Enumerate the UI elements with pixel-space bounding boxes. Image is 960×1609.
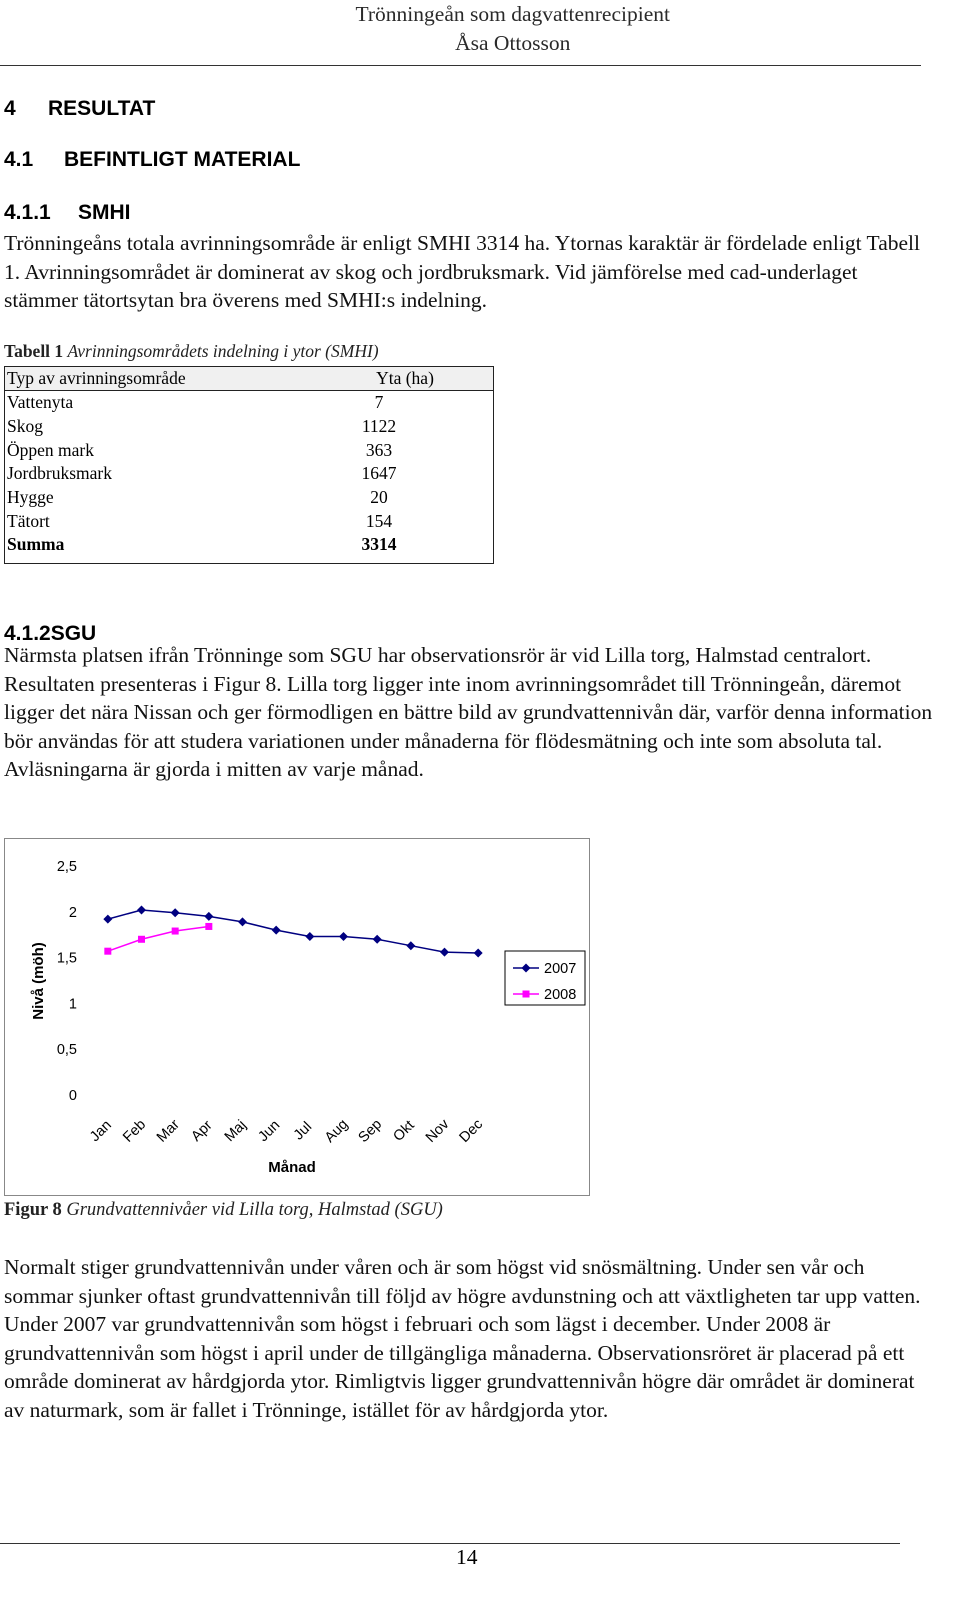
section-title: RESULTAT	[48, 97, 156, 120]
row-area: 363	[365, 439, 393, 460]
table-row	[5, 509, 494, 533]
data-point-2008	[138, 936, 145, 943]
y-tick-label: 1,5	[56, 950, 77, 967]
section-heading	[4, 97, 155, 121]
data-point-2008	[104, 948, 111, 955]
x-tick-label: Jul	[290, 1118, 316, 1144]
header-area: Yta (ha)	[317, 367, 494, 391]
x-tick-label: Jan	[87, 1117, 115, 1146]
row-type: Tätort	[7, 510, 50, 531]
x-tick-label: Mar	[153, 1116, 183, 1146]
sgu-number: 4.1.2	[4, 622, 51, 645]
subsection-number: 4.1	[4, 148, 34, 171]
subsection-heading	[4, 148, 300, 172]
data-point-2007	[238, 917, 247, 926]
header-type: Typ av avrinningsområde	[5, 367, 318, 391]
document-title: Trönningeån som dagvattenrecipient	[355, 2, 670, 26]
sgu-title: SGU	[50, 622, 97, 645]
x-tick-label: Nov	[422, 1116, 453, 1146]
smhi-number: 4.1.1	[4, 201, 51, 224]
y-tick-label: 0,5	[56, 1042, 77, 1059]
series-line-2008	[108, 926, 209, 951]
data-point-2007	[339, 932, 348, 941]
table-row	[5, 391, 494, 415]
figure-caption-label: Figur 8	[4, 1200, 62, 1220]
y-axis-title: Nivå (möh)	[30, 942, 47, 1020]
legend-label-2008: 2008	[544, 987, 577, 1003]
series-line-2007	[108, 910, 478, 953]
row-area: 20	[370, 487, 388, 508]
smhi-title: SMHI	[78, 201, 131, 224]
y-tick-label: 2	[68, 904, 77, 921]
x-tick-label: Feb	[120, 1116, 150, 1146]
x-tick-label: Apr	[188, 1117, 216, 1145]
y-tick-label: 2,5	[56, 859, 77, 875]
table-caption-label: Tabell 1	[4, 341, 64, 361]
row-type: Hygge	[7, 487, 54, 508]
section-number: 4	[4, 97, 16, 120]
sum-value: 3314	[361, 534, 397, 555]
data-point-2008	[205, 923, 212, 930]
row-area: 154	[365, 510, 393, 531]
sum-label: Summa	[7, 534, 65, 555]
row-area: 1647	[361, 463, 397, 484]
table-row	[5, 486, 494, 510]
subsection-title: BEFINTLIGT MATERIAL	[64, 148, 301, 171]
table-caption-text: Avrinningsområdets indelning i ytor (SMHI)	[67, 341, 379, 361]
table-row	[5, 438, 494, 462]
footer-divider	[0, 1543, 900, 1544]
data-point-2007	[305, 932, 314, 941]
table-header-row	[5, 367, 494, 391]
y-tick-label: 1	[68, 996, 77, 1013]
groundwater-chart	[4, 838, 590, 1196]
data-point-2007	[440, 948, 449, 957]
data-point-2007	[406, 941, 415, 950]
sgu-paragraph: Närmsta platsen ifrån Trönninge som SGU har observationsrör är vid Lilla torg, Halmstad centralort. Resultaten presenteras i Figur 8. Lilla torg ligger inte inom avrinningsområdet till Trönningeån, däremot ligger det nära Nissan och ger förmodligen en bättre bild av grundvattennivån där, varför denna information bör användas för att studera variationen under månaderna för flödesmätning och inte som absoluta tal. Avläsningarna är gjorda i mitten av varje månad.	[4, 643, 933, 782]
row-type: Skog	[7, 416, 43, 437]
data-point-2008	[172, 928, 179, 935]
row-type: Vattenyta	[7, 392, 74, 413]
x-tick-label: Maj	[221, 1117, 250, 1146]
row-area: 7	[374, 392, 384, 413]
x-tick-label: Jun	[255, 1117, 284, 1146]
chart-svg	[5, 839, 589, 1195]
page-number: 14	[456, 1545, 478, 1569]
data-point-2007	[171, 908, 180, 917]
legend-marker-2008	[523, 991, 530, 998]
x-axis-title: Månad	[268, 1159, 316, 1176]
table-row	[5, 462, 494, 486]
data-point-2007	[137, 905, 146, 914]
row-area: 1122	[361, 416, 397, 437]
table-row	[5, 415, 494, 439]
smhi-paragraph: Trönningeåns totala avrinningsområde är enligt SMHI 3314 ha. Ytornas karaktär är fördelade enligt Tabell 1. Avrinningsområdet är dominerat av skog och jordbruksmark. Vid jämförelse med cad-underlaget stämmer tätortsytan bra överens med SMHI:s indelning.	[4, 231, 920, 313]
header-divider	[0, 65, 921, 66]
figure-caption	[4, 1200, 443, 1221]
legend-label-2007: 2007	[544, 961, 577, 977]
data-point-2007	[272, 926, 281, 935]
figure-caption-text: Grundvattennivåer vid Lilla torg, Halmstad (SGU)	[66, 1200, 443, 1220]
x-tick-label: Okt	[390, 1117, 418, 1145]
table-sum-row	[5, 533, 494, 563]
x-tick-label: Sep	[355, 1116, 386, 1146]
smhi-heading	[4, 201, 131, 225]
running-header	[356, 0, 670, 58]
x-tick-label: Dec	[456, 1116, 487, 1146]
area-table	[4, 366, 494, 564]
data-point-2007	[204, 912, 213, 921]
x-tick-label: Aug	[321, 1116, 352, 1146]
closing-paragraph: Normalt stiger grundvattennivån under våren och är som högst vid snösmältning. Under sen vår och sommar sjunker oftast grundvattennivån till följd av högre avdunstning och att växtligheten tar upp vatten. Under 2007 var grundvattennivån som högst i februari och som lägst i december. Under 2008 är grundvattennivån som högst i april under de tillgängliga månaderna. Observationsröret är placerad på ett område dominerat av hårdgjorda ytor. Rimligtvis ligger grundvattennivån högre där området är dominerat av naturmark, som är fallet i Trönninge, istället för av hårdgjorda ytor.	[4, 1255, 921, 1422]
document-author: Åsa Ottosson	[455, 31, 571, 55]
row-type: Öppen mark	[7, 439, 94, 460]
table-caption	[4, 341, 379, 362]
row-type: Jordbruksmark	[7, 463, 112, 484]
data-point-2007	[474, 949, 483, 958]
data-point-2007	[373, 935, 382, 944]
y-tick-label: 0	[68, 1088, 77, 1104]
data-point-2007	[103, 915, 112, 924]
